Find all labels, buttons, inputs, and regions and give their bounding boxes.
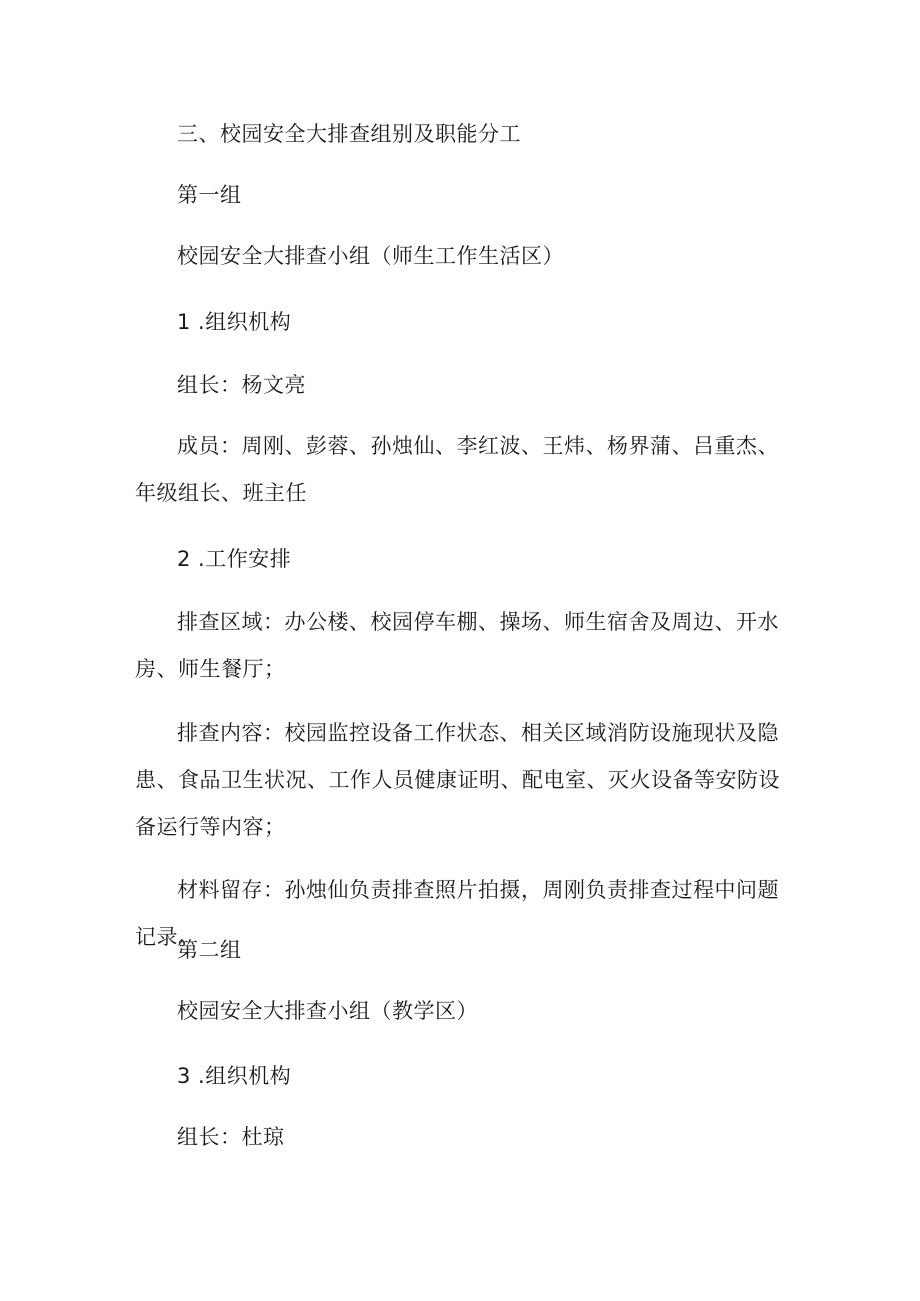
group1-members: 成员：周刚、彭蓉、孙烛仙、李红波、王炜、杨界蒲、吕重杰、年级组长、班主任 bbox=[135, 434, 779, 505]
group2-title: 第二组 bbox=[177, 938, 242, 962]
group2-org-heading: 3 .组织机构 bbox=[177, 1064, 292, 1088]
group1-content: 排查内容：校园监控设备工作状态、相关区域消防设施现状及隐患、食品卫生状况、工作人员健康证明、配电室、灭火设备等安防设备运行等内容； bbox=[135, 721, 780, 839]
group1-org-heading: 1 .组织机构 bbox=[177, 310, 292, 334]
group1-title: 第一组 bbox=[177, 183, 242, 207]
group1-area: 排查区域：办公楼、校园停车棚、操场、师生宿舍及周边、开水房、师生餐厅； bbox=[135, 610, 779, 681]
group1-subtitle: 校园安全大排查小组（师生工作生活区） bbox=[177, 244, 564, 268]
group1-leader: 组长：杨文亮 bbox=[177, 373, 306, 397]
group1-work-heading: 2 .工作安排 bbox=[177, 547, 292, 571]
section-heading: 三、校园安全大排查组别及职能分工 bbox=[177, 122, 521, 146]
group2-leader: 组长：杜琼 bbox=[177, 1125, 285, 1149]
group2-subtitle: 校园安全大排查小组（教学区） bbox=[177, 999, 478, 1023]
group1-materials: 材料留存：孙烛仙负责排查照片拍摄，周刚负责排查过程中问题记录。 bbox=[135, 878, 779, 949]
